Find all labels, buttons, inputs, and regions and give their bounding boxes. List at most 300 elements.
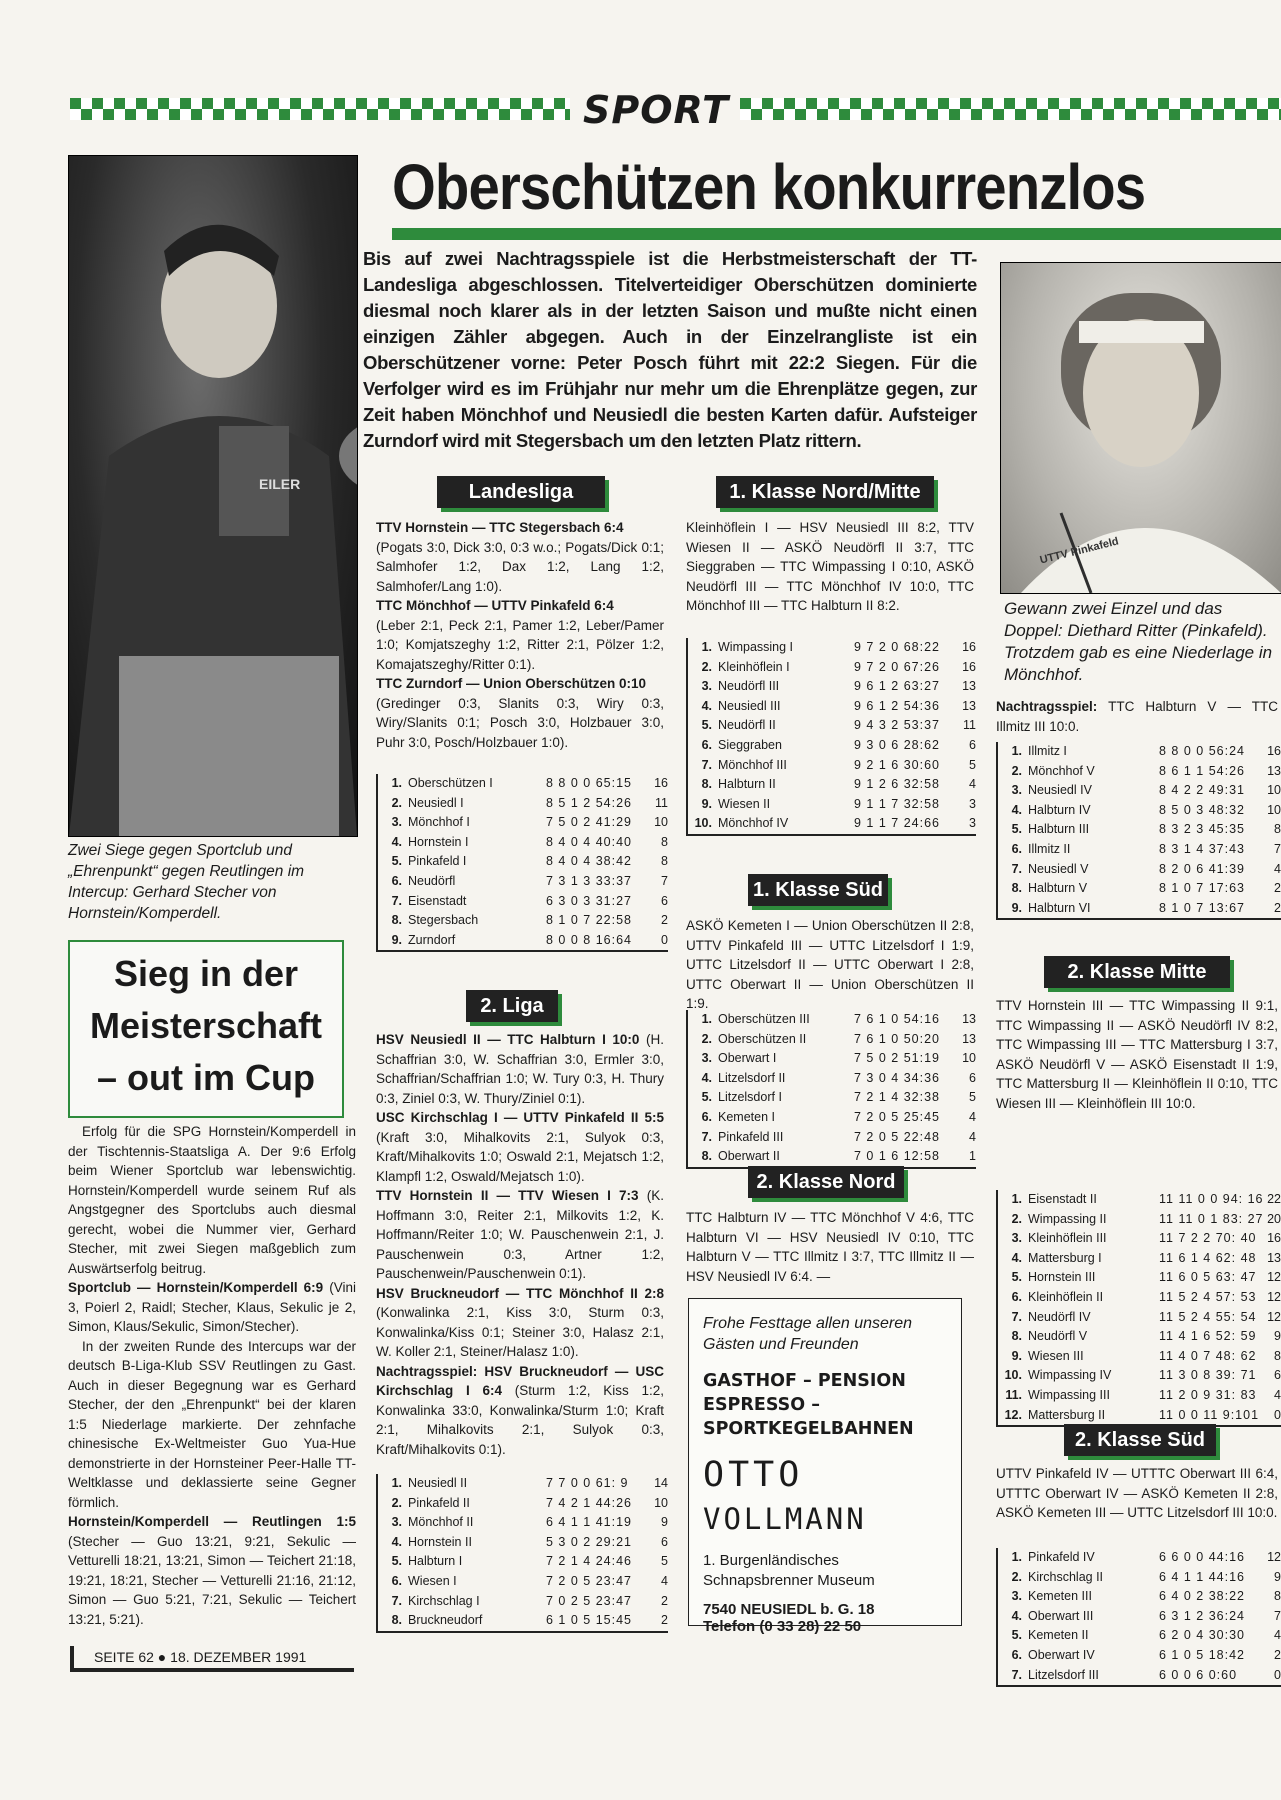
team-name: Halbturn V [1028, 881, 1088, 896]
team-name: Hornstein III [1028, 1270, 1096, 1285]
stats: 6 6 0 0 44:16 [1159, 1550, 1245, 1564]
rank: 4. [1011, 1608, 1022, 1623]
landesliga-table [376, 774, 668, 952]
table-row [1004, 1406, 1281, 1426]
rank: 1. [1011, 744, 1022, 758]
team-name: Oberschützen III [718, 1012, 810, 1026]
header-checker-left [70, 98, 570, 120]
stats: 8 1 0 7 17:63 [1159, 881, 1245, 896]
rank: 2. [391, 795, 402, 810]
stats: 8 4 2 2 49:31 [1159, 783, 1245, 798]
rank: 9. [391, 932, 402, 947]
points: 16 [962, 659, 976, 674]
points: 7 [1274, 841, 1281, 856]
points: 4 [1274, 861, 1281, 876]
rank: 6. [701, 737, 712, 752]
team-name: Halbturn III [1028, 822, 1090, 837]
shirt-logo-text: EILER [259, 476, 301, 492]
stats: 11 11 0 0 94: 16 [1159, 1192, 1264, 1206]
table-row [384, 1552, 668, 1572]
table-row [694, 1147, 976, 1167]
points: 16 [1267, 1231, 1281, 1246]
table-row [384, 1494, 668, 1514]
liga2-heading: 2. Liga [466, 990, 558, 1022]
table-row [1004, 1308, 1281, 1328]
stats: 8 5 0 3 48:32 [1159, 802, 1245, 817]
points: 12 [1267, 1309, 1281, 1324]
stats: 7 2 0 5 23:47 [546, 1573, 632, 1588]
table-row [1004, 1268, 1281, 1288]
stats: 7 7 0 0 61: 9 [546, 1476, 629, 1490]
team-name: Kleinhöflein II [1028, 1289, 1104, 1304]
rank: 3. [701, 679, 712, 694]
rank: 3. [701, 1051, 712, 1066]
liga2-result-3 [376, 1186, 664, 1284]
table-row [384, 852, 668, 872]
rank: 1. [701, 1012, 712, 1026]
stats: 11 6 0 5 63: 47 [1159, 1270, 1257, 1285]
team-name: Neusiedl III [718, 698, 781, 713]
rank: 1. [391, 776, 402, 790]
team-name: Wiesen III [1028, 1348, 1084, 1363]
points: 8 [661, 834, 668, 849]
table-row [1004, 762, 1281, 782]
points: 4 [1274, 1387, 1281, 1402]
rank: 10. [694, 816, 712, 831]
stats: 7 2 1 4 32:38 [854, 1090, 940, 1105]
rank: 3. [1011, 1589, 1022, 1604]
rank: 7. [391, 1593, 402, 1608]
liga2-result-1 [376, 1030, 664, 1108]
rank: 2. [1011, 1211, 1022, 1226]
advertisement-box [688, 1298, 962, 1635]
rank: 4. [1011, 802, 1022, 817]
points: 12 [1267, 1289, 1281, 1304]
rank: 7. [1011, 1667, 1022, 1682]
team-name: Bruckneudorf [408, 1613, 483, 1628]
points: 2 [1274, 1647, 1281, 1662]
rank: 5. [1011, 822, 1022, 837]
table-row [1004, 1646, 1281, 1666]
team-name: Kemeten II [1028, 1628, 1089, 1643]
team-name: Halbturn IV [1028, 802, 1091, 817]
table-row [694, 1108, 976, 1128]
section-label: SPORT [583, 88, 729, 132]
stats: 7 2 1 4 24:46 [546, 1554, 632, 1569]
table-row [384, 833, 668, 853]
stats: 8 0 0 8 16:64 [546, 932, 632, 947]
points: 6 [661, 893, 668, 908]
team-name: Litzelsdorf II [718, 1070, 786, 1085]
team-name: Mönchhof V [1028, 763, 1095, 778]
team-name: Kleinhöflein I [718, 659, 790, 674]
result-text: (Konwalinka 2:1, Kiss 3:0, Sturm 0:3, Konwalinka/Kiss 0:1; Steiner 3:0, Halasz 2:1, W. Koller 2:1, Steiner/Halasz 1:0). [376, 1305, 664, 1359]
team-name: Neudörfl V [1028, 1329, 1088, 1344]
stats: 7 2 0 5 25:45 [854, 1109, 940, 1124]
table-row [1004, 1190, 1281, 1210]
photo-left-caption: Zwei Siege gegen Sportclub und „Ehrenpunkt“ gegen Reutlingen im Intercup: Gerhard Stecher von Hornstein/Komperdell. [68, 842, 305, 922]
result-text: (Kraft 3:0, Mihalkovits 2:1, Sulyok 0:3, Kraft/Mihalkovits 1:0; Oswald 2:1, Mejatsch 1:2, Klampfl 1:2, Oswald/Mejatsch 1:0). [376, 1129, 664, 1184]
stats: 9 7 2 0 68:22 [854, 640, 940, 654]
mitte2-table [996, 1190, 1281, 1427]
points: 6 [661, 1534, 668, 1549]
points: 9 [1274, 1329, 1281, 1344]
rank: 7. [1011, 1309, 1022, 1324]
rank: 6. [391, 873, 402, 888]
stats: 8 3 1 4 37:43 [1159, 841, 1245, 856]
player-portrait-icon [1001, 263, 1281, 593]
table-row [694, 1128, 976, 1148]
stats: 7 3 1 3 33:37 [546, 873, 632, 888]
ad-name1: OTTO [703, 1455, 804, 1495]
team-name: Mönchhof I [408, 815, 470, 830]
stats: 11 3 0 8 39: 71 [1159, 1368, 1257, 1383]
rank: 5. [701, 718, 712, 733]
points: 5 [661, 1554, 668, 1569]
team-name: Neudörfl III [718, 679, 780, 694]
rank: 1. [701, 640, 712, 654]
result-text: (Sturm 1:2, Kiss 1:2, Konwalinka 33:0, Konwalinka/Sturm 1:0; Kraft 2:1, Mihalkovits 2:1, Sulyok 0:3, Kraft/Mihalkovits 0:1). [376, 1383, 664, 1457]
rank: 7. [701, 757, 712, 772]
rank: 9. [701, 796, 712, 811]
nordmitte-heading: 1. Klasse Nord/Mitte [716, 476, 934, 508]
table-row [1004, 1568, 1281, 1588]
points: 6 [969, 1070, 976, 1085]
stats: 6 4 1 1 44:16 [1159, 1569, 1245, 1584]
rank: 12. [1004, 1407, 1022, 1422]
stats: 7 3 0 4 34:36 [854, 1070, 940, 1085]
stats: 6 2 0 4 30:30 [1159, 1628, 1245, 1643]
side-story-p1: Erfolg für die SPG Hornstein/Komperdell in der Tischtennis-Staatsliga A. Der 9:6 Erfolg beim Wiener Sportclub war lebenswichtig. Hornstein/Komperdell wurde seinem Ruf als Angstgegner des Sportclubs auch diesmal gerecht, wobei die Nummer vier, Gerhard Stecher, mit zwei Siegen maßgeblich zum Auswärtserfolg beitrug. [68, 1124, 356, 1276]
points: 13 [962, 679, 976, 694]
side-story-p2 [68, 1278, 356, 1337]
team-name: Wimpassing II [1028, 1211, 1107, 1226]
team-name: Wimpassing III [1028, 1387, 1110, 1402]
rank: 5. [391, 1554, 402, 1569]
points: 4 [1274, 1628, 1281, 1643]
stats: 9 6 1 2 54:36 [854, 698, 940, 713]
points: 2 [661, 1593, 668, 1608]
table-row [384, 1474, 668, 1494]
stats: 11 5 2 4 57: 53 [1159, 1289, 1257, 1304]
stats: 6 1 0 5 18:42 [1159, 1647, 1245, 1662]
stats: 6 4 0 2 38:22 [1159, 1589, 1245, 1604]
team-name: Pinkafeld IV [1028, 1550, 1095, 1564]
table-row [1004, 1548, 1281, 1568]
rank: 11. [1005, 1387, 1022, 1402]
side-story-p4-text: (Stecher — Guo 13:21, 9:21, Sekulic — Vetturelli 18:21, 13:21, Simon — Teichert 21:18, 19:21, 18:21, Stecher — Vetturelli 21:16, 21:12, Simon — Guo 5:21, 7:21, Sekulic — Teichert 13:21, 5:21). [68, 1533, 356, 1627]
ad-line2: ESPRESSO – [703, 1395, 820, 1415]
table-row [694, 1069, 976, 1089]
result-text: (H. Schaffrian 3:0, W. Schaffrian 3:0, Ermler 3:0, Schaffrian/Schaffrian 1:0; W. Tury 0:3, H. Thury 0:3, Ziniel 0:3, W. Thury/Ziniel 0:1). [376, 1032, 664, 1106]
points: 10 [1267, 783, 1281, 798]
points: 2 [1274, 881, 1281, 896]
result-head: TTC Zurndorf — Union Oberschützen 0:10 [376, 676, 647, 691]
table-row [384, 1592, 668, 1612]
result-head: TTV Hornstein — TTC Stegersbach 6:4 [376, 520, 624, 535]
team-name: Oberwart II [718, 1149, 780, 1164]
page-footer: SEITE 62 ● 18. DEZEMBER 1991 [70, 1646, 354, 1672]
rank: 1. [1011, 1550, 1022, 1564]
points: 13 [1267, 1250, 1281, 1265]
rank: 7. [391, 893, 402, 908]
points: 20 [1267, 1211, 1281, 1226]
header-checker-right [740, 98, 1281, 120]
points: 4 [969, 1109, 976, 1124]
points: 8 [1274, 1348, 1281, 1363]
points: 5 [969, 1090, 976, 1105]
table-row [384, 1533, 668, 1553]
points: 11 [655, 795, 668, 810]
points: 14 [654, 1476, 668, 1490]
table-row [694, 1049, 976, 1069]
stats: 6 0 0 6 0:60 [1159, 1667, 1238, 1682]
team-name: Wiesen II [718, 796, 771, 811]
ad-museum: 1. Burgenländisches Schnapsbrenner Museum [703, 1552, 875, 1589]
table-row [1004, 1666, 1281, 1686]
team-name: Pinkafeld I [408, 854, 467, 869]
points: 3 [969, 816, 976, 831]
points: 13 [1267, 763, 1281, 778]
team-name: Neudörfl [408, 873, 456, 888]
rank: 2. [701, 659, 712, 674]
stats: 8 6 1 1 54:26 [1159, 763, 1245, 778]
mitte2-heading: 2. Klasse Mitte [1044, 956, 1230, 988]
points: 10 [962, 1051, 976, 1066]
points: 9 [661, 1515, 668, 1530]
side-story-p2-text: (Vini 3, Poierl 2, Raidl; Stecher, Klaus, Sekulic je 2, Simon, Klaus/Sekulic, Simon/Stecher). [68, 1280, 357, 1334]
rank: 8. [1011, 881, 1022, 896]
team-name: Hornstein I [408, 834, 469, 849]
table-row [1004, 1607, 1281, 1627]
stats: 9 1 2 6 32:58 [854, 777, 940, 792]
table-row [384, 931, 668, 951]
rank: 2. [1011, 1569, 1022, 1584]
rank: 8. [391, 913, 402, 928]
photo-diethard-ritter [1000, 262, 1281, 594]
result-text: (K. Hoffmann 3:0, Reiter 2:1, Milkovits 1:2, K. Hoffmann/Reiter 1:0; W. Pauschenwein 2:1, J. Pauschenwein 0:3, Artner 1:2, Pauschenwein/Pauschenwein 0:1). [376, 1188, 664, 1281]
shirt-logo-text: UTTV Pinkafeld [1038, 535, 1120, 567]
stats: 7 6 1 0 54:16 [854, 1012, 940, 1026]
rank: 9. [1011, 1348, 1022, 1363]
team-name: Illmitz II [1028, 841, 1071, 856]
landesliga-result-3 [376, 674, 664, 752]
table-row [694, 677, 976, 697]
table-row [1004, 820, 1281, 840]
side-story-p3: In der zweiten Runde des Intercups war der deutsch B-Liga-Klub SSV Reutlingen zu Gast. Auch in dieser Begegnung war es Gerhard Stecher, der den „Ehrenpunkt“ bei der klaren 1:5 Niederlage markierte. Der zehnfache chinesische Ex-Weltmeister Guo Yua-Hue demonstrierte in der Hornsteiner Peer-Halle TT-Weltklasse und deklassierte seine Gegner förmlich. [68, 1338, 356, 1510]
team-name: Mattersburg II [1028, 1407, 1106, 1422]
nachtrag-head: Nachtragsspiel: [996, 699, 1098, 714]
team-name: Stegersbach [408, 913, 479, 928]
table-row [1004, 1626, 1281, 1646]
table-row [694, 814, 976, 834]
ad-name2: VOLLMANN [703, 1502, 867, 1536]
rank: 8. [391, 1613, 402, 1628]
stats: 11 2 0 9 31: 83 [1159, 1387, 1257, 1402]
rank: 5. [1011, 1628, 1022, 1643]
liga2-result-4 [376, 1284, 664, 1362]
stats: 8 3 2 3 45:35 [1159, 822, 1245, 837]
team-name: Neudörfl IV [1028, 1309, 1091, 1324]
lead-paragraph: Bis auf zwei Nachtragsspiele ist die Herbstmeisterschaft der TT-Landesliga abgeschlossen. Titelverteidiger Oberschützen dominierte diesmal noch klarer als in der letzten Saison und mußte nicht einen einzigen Zähler abgegen. Auch in der Einzelrangliste ist ein Oberschützener vorne: Peter Posch führt mit 22:2 Siegen. Für die Verfolger wird es im Frühjahr nur mehr um die Ehrenplätze gegen, zur Zeit haben Mönchhof und Neusiedl die besten Karten dafür. Aufsteiger Zurndorf wird mit Stegersbach um den letzten Platz rittern. [363, 248, 977, 451]
headline-underline [392, 228, 1281, 240]
team-name: Mönchhof II [408, 1515, 474, 1530]
rank: 6. [1011, 1289, 1022, 1304]
table-row [1004, 1249, 1281, 1269]
table-row [1004, 879, 1281, 899]
table-row [694, 658, 976, 678]
sued2-text: UTTV Pinkafeld IV — UTTTC Oberwart III 6:4, UTTTC Oberwart IV — ASKÖ Kemeten II 2:8, ASKÖ Kemeten III — UTTC Litzelsdorf III 10:0. [996, 1466, 1278, 1520]
stats: 6 1 0 5 15:45 [546, 1613, 632, 1628]
stats: 11 6 1 4 62: 48 [1159, 1250, 1257, 1265]
nachtrag-body: TTC Halbturn V — TTC Illmitz III 10:0. [996, 699, 1278, 734]
table-row [384, 872, 668, 892]
table-row [694, 638, 976, 658]
rank: 2. [391, 1495, 402, 1510]
stats: 7 5 0 2 51:19 [854, 1051, 940, 1066]
team-name: Oberschützen I [408, 776, 493, 790]
table-row [1004, 899, 1281, 919]
table-row [694, 736, 976, 756]
points: 0 [1274, 1407, 1281, 1422]
table-row [1004, 1210, 1281, 1230]
table-row [384, 1572, 668, 1592]
stats: 11 11 0 1 83: 27 [1159, 1211, 1264, 1226]
points: 16 [654, 776, 668, 790]
stats: 7 5 0 2 41:29 [546, 815, 632, 830]
points: 4 [969, 777, 976, 792]
nordmitte-text: Kleinhöflein I — HSV Neusiedl III 8:2, TTV Wiesen II — ASKÖ Neudörfl II 3:7, TTC Sieggraben — TTC Wimpassing I 0:10, ASKÖ Neudörfl III — TTC Mönchhof IV 10:0, TTC Mönchhof III — TTC Halbturn II 8:2. [686, 520, 974, 613]
team-name: Neusiedl IV [1028, 783, 1092, 798]
rank: 5. [1011, 1270, 1022, 1285]
team-name: Neusiedl I [408, 795, 464, 810]
table-row [384, 1611, 668, 1631]
table-row [694, 756, 976, 776]
stats: 8 4 0 4 40:40 [546, 834, 632, 849]
points: 9 [1274, 1569, 1281, 1584]
rank: 5. [391, 854, 402, 869]
headline: Oberschützen konkurrenzlos [392, 151, 1146, 223]
ad-address: 7540 NEUSIEDL b. G. 18 [703, 1601, 875, 1618]
liga2-results [376, 1030, 664, 1459]
table-row [384, 892, 668, 912]
side-story-p2-head: Sportclub — Hornstein/Komperdell 6:9 [68, 1280, 324, 1295]
rank: 8. [1011, 1329, 1022, 1344]
team-name: Mönchhof IV [718, 816, 789, 831]
stats: 11 4 0 7 48: 62 [1159, 1348, 1257, 1363]
rank: 3. [391, 1515, 402, 1530]
rank: 1. [1011, 1192, 1022, 1206]
rank: 4. [1011, 1250, 1022, 1265]
nord2-heading: 2. Klasse Nord [748, 1166, 904, 1198]
stats: 11 0 0 11 9:101 [1159, 1407, 1260, 1422]
photo-gerhard-stecher [68, 155, 358, 837]
rank: 3. [1011, 1231, 1022, 1246]
team-name: Oberwart III [1028, 1608, 1094, 1623]
team-name: Oberwart IV [1028, 1647, 1095, 1662]
points: 16 [962, 640, 976, 654]
rank: 3. [391, 815, 402, 830]
rank: 4. [391, 834, 402, 849]
stats: 7 4 2 1 44:26 [546, 1495, 632, 1510]
landesliga-result-1 [376, 518, 664, 596]
sued1-text: ASKÖ Kemeten I — Union Oberschützen II 2:8, UTTV Pinkafeld III — UTTC Litzelsdorf I 1:9, UTTC Litzelsdorf II — UTTC Oberwart I 2:8, UTTC Oberwart II — Union Oberschützen II 1:9. [686, 918, 974, 1011]
team-name: Kleinhöflein III [1028, 1231, 1107, 1246]
team-name: Wimpassing IV [1028, 1368, 1112, 1383]
rank: 3. [1011, 783, 1022, 798]
rank: 6. [1011, 841, 1022, 856]
stats: 6 4 1 1 41:19 [546, 1515, 632, 1530]
liga2-table [376, 1474, 668, 1633]
table-row [1004, 1386, 1281, 1406]
nachtrag-table [996, 742, 1281, 920]
rank: 7. [1011, 861, 1022, 876]
points: 7 [1274, 1608, 1281, 1623]
table-row [694, 697, 976, 717]
stats: 8 1 0 7 22:58 [546, 913, 632, 928]
team-name: Wimpassing I [718, 640, 794, 654]
table-row [384, 813, 668, 833]
rank: 8. [701, 1149, 712, 1164]
points: 2 [661, 913, 668, 928]
result-head: HSV Neusiedl II — TTC Halbturn I 10:0 [376, 1032, 640, 1047]
points: 7 [661, 873, 668, 888]
team-name: Neusiedl V [1028, 861, 1089, 876]
rank: 6. [1011, 1647, 1022, 1662]
ad-phone: Telefon (0 33 28) 22 50 [703, 1618, 862, 1635]
team-name: Eisenstadt [408, 893, 467, 908]
table-row [384, 1513, 668, 1533]
points: 6 [969, 737, 976, 752]
points: 12 [1267, 1550, 1281, 1564]
team-name: Litzelsdorf I [718, 1090, 782, 1105]
nord2-text: TTC Halbturn IV — TTC Mönchhof V 4:6, TTC Halbturn VI — HSV Neusiedl IV 0:10, TTC Halbturn V — TTC Illmitz I 3:7, TTC Illmitz II — HSV Neusiedl IV 6:4. — [686, 1210, 974, 1284]
table-row [384, 911, 668, 931]
stats: 7 0 1 6 12:58 [854, 1149, 940, 1164]
ad-line3: SPORTKEGELBAHNEN [703, 1419, 914, 1439]
table-row [1004, 1366, 1281, 1386]
points: 10 [1267, 802, 1281, 817]
team-name: Kirchschlag II [1028, 1569, 1104, 1584]
team-name: Halbturn II [718, 777, 776, 792]
result-head: HSV Bruckneudorf — TTC Mönchhof II 2:8 [376, 1285, 664, 1301]
result-head: TTC Mönchhof — UTTV Pinkafeld 6:4 [376, 598, 614, 613]
side-story-title: Sieg in der Meisterschaft – out im Cup [68, 940, 344, 1118]
team-name: Neusiedl II [408, 1476, 468, 1490]
landesliga-results [376, 518, 664, 752]
result-head: TTV Hornstein II — TTV Wiesen I 7:3 [376, 1188, 639, 1203]
points: 0 [1274, 1667, 1281, 1682]
table-row [694, 716, 976, 736]
team-name: Pinkafeld III [718, 1129, 784, 1144]
table-row [384, 794, 668, 814]
rank: 5. [701, 1090, 712, 1105]
stats: 8 8 0 0 65:15 [546, 776, 632, 790]
table-row [384, 774, 668, 794]
team-name: Eisenstadt II [1028, 1192, 1097, 1206]
team-name: Mattersburg I [1028, 1250, 1102, 1265]
points: 16 [1267, 744, 1281, 758]
stats: 9 1 1 7 24:66 [854, 816, 940, 831]
points: 10 [654, 815, 668, 830]
team-name: Oberwart I [718, 1051, 777, 1066]
stats: 7 6 1 0 50:20 [854, 1031, 940, 1046]
points: 6 [1274, 1368, 1281, 1383]
team-name: Illmitz I [1028, 744, 1067, 758]
stats: 8 4 0 4 38:42 [546, 854, 632, 869]
stats: 9 7 2 0 67:26 [854, 659, 940, 674]
table-row [1004, 1327, 1281, 1347]
